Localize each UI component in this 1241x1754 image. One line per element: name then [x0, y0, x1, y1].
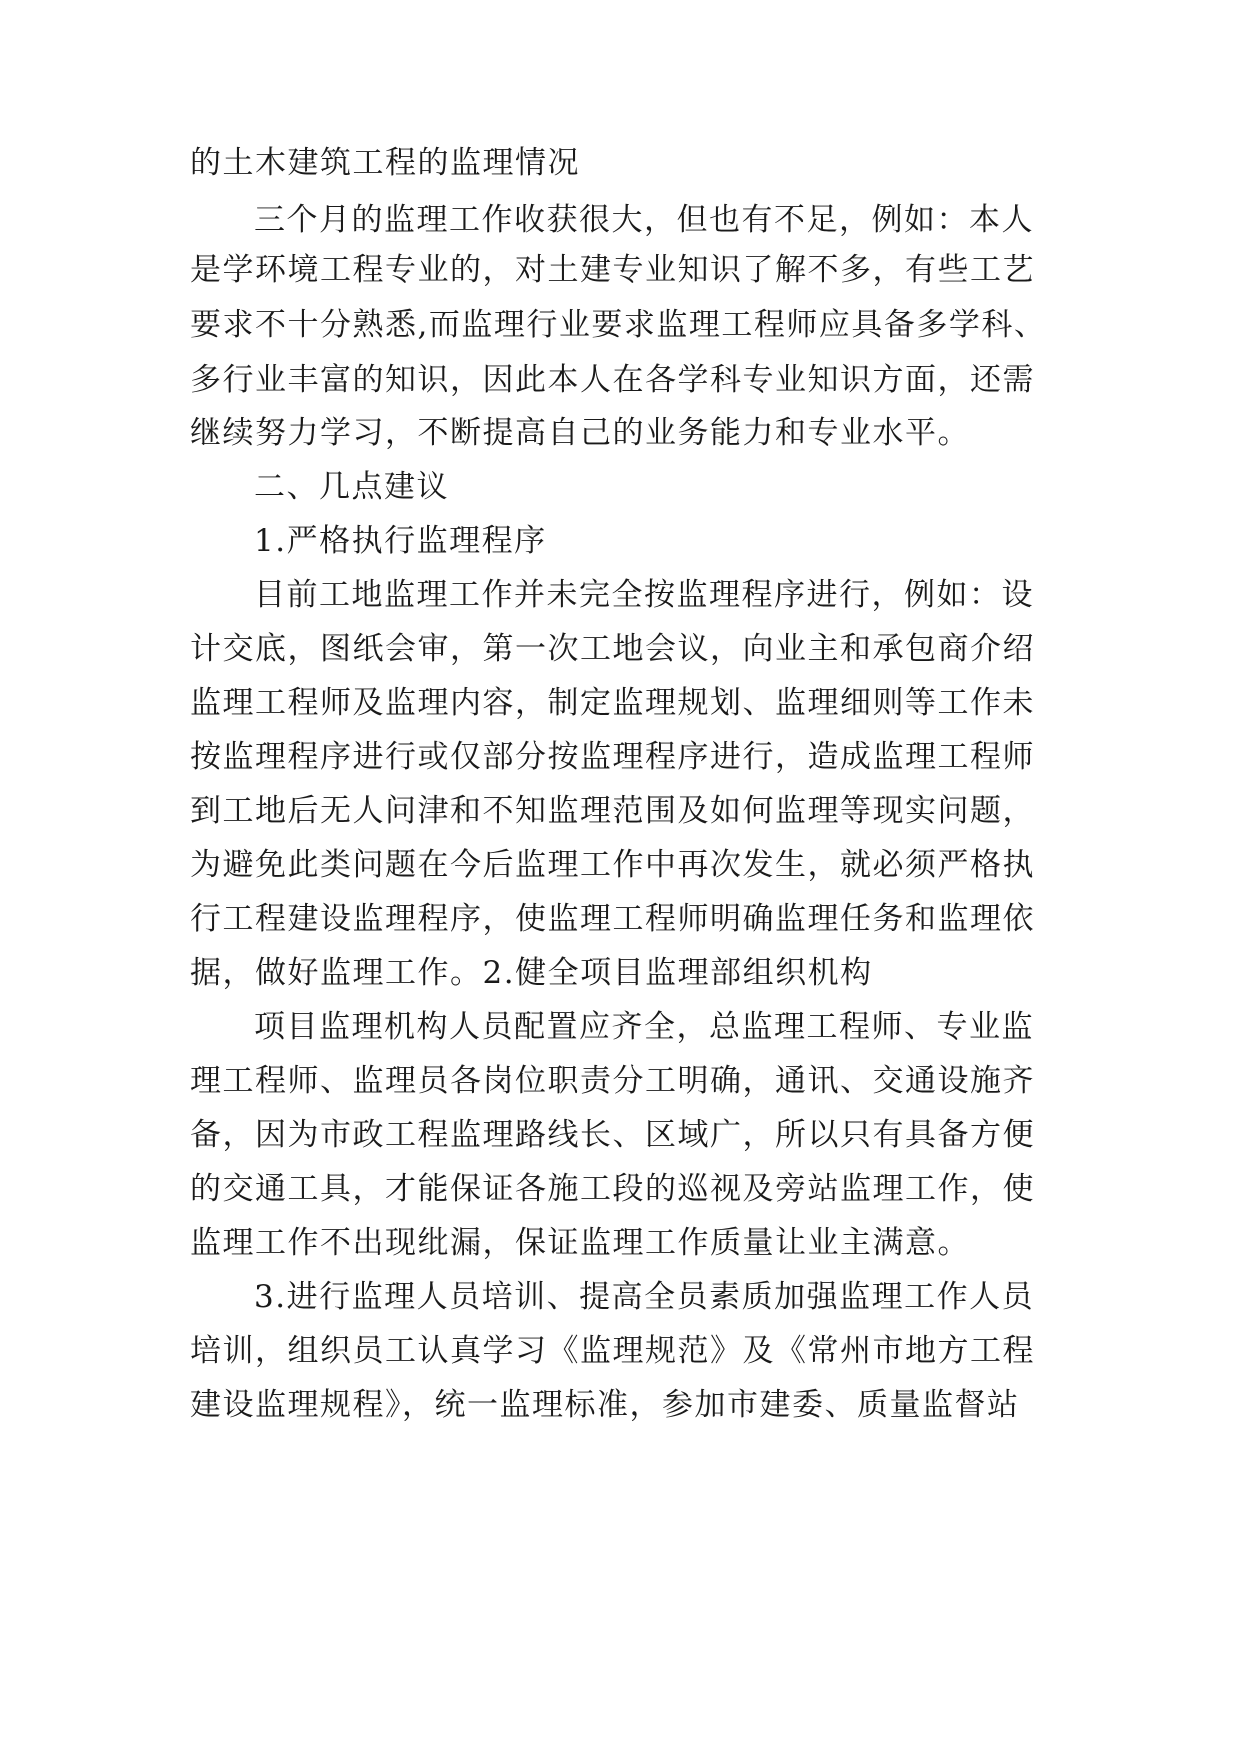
- text-line: 的土木建筑工程的监理情况: [190, 145, 580, 181]
- paragraph-first-line: 三个月的监理工作收获很大，但也有不足，例如：本人: [254, 202, 1034, 238]
- text-line: 计交底，图纸会审，第一次工地会议，向业主和承包商介绍: [190, 631, 1035, 667]
- text-line: 继续努力学习，不断提高自己的业务能力和专业水平。: [190, 415, 970, 451]
- text-line: 监理工程师及监理内容，制定监理规划、监理细则等工作未: [190, 685, 1035, 721]
- text-line: 为避免此类问题在今后监理工作中再次发生，就必须严格执: [190, 847, 1035, 883]
- section-heading: 二、几点建议: [254, 469, 449, 505]
- paragraph-first-line: 项目监理机构人员配置应齐全，总监理工程师、专业监: [254, 1009, 1034, 1045]
- paragraph-first-line: 3.进行监理人员培训、提高全员素质加强监理工作人员: [254, 1279, 1035, 1315]
- text-line: 的交通工具，才能保证各施工段的巡视及旁站监理工作，使: [190, 1171, 1035, 1207]
- text-line: 监理工作不出现纰漏，保证监理工作质量让业主满意。: [190, 1225, 970, 1261]
- text-line: 培训，组织员工认真学习《监理规范》及《常州市地方工程: [190, 1333, 1035, 1369]
- subsection-heading: 1.严格执行监理程序: [254, 523, 547, 559]
- text-line: 是学环境工程专业的，对土建专业知识了解不多，有些工艺: [190, 252, 1035, 288]
- text-line: 要求不十分熟悉,而监理行业要求监理工程师应具备多学科、: [190, 307, 1047, 343]
- text-line: 理工程师、监理员各岗位职责分工明确，通讯、交通设施齐: [190, 1063, 1035, 1099]
- text-line: 据，做好监理工作。2.健全项目监理部组织机构: [190, 955, 873, 991]
- text-line: 多行业丰富的知识，因此本人在各学科专业知识方面，还需: [190, 362, 1035, 398]
- text-line: 行工程建设监理程序，使监理工程师明确监理任务和监理依: [190, 901, 1035, 937]
- text-line: 按监理程序进行或仅部分按监理程序进行，造成监理工程师: [190, 739, 1035, 775]
- paragraph-first-line: 目前工地监理工作并未完全按监理程序进行，例如：设: [254, 577, 1034, 613]
- text-line: 建设监理规程》，统一监理标准，参加市建委、质量监督站: [190, 1387, 1020, 1423]
- text-line: 到工地后无人问津和不知监理范围及如何监理等现实问题，: [190, 793, 1035, 829]
- text-line: 备，因为市政工程监理路线长、区域广，所以只有具备方便: [190, 1117, 1035, 1153]
